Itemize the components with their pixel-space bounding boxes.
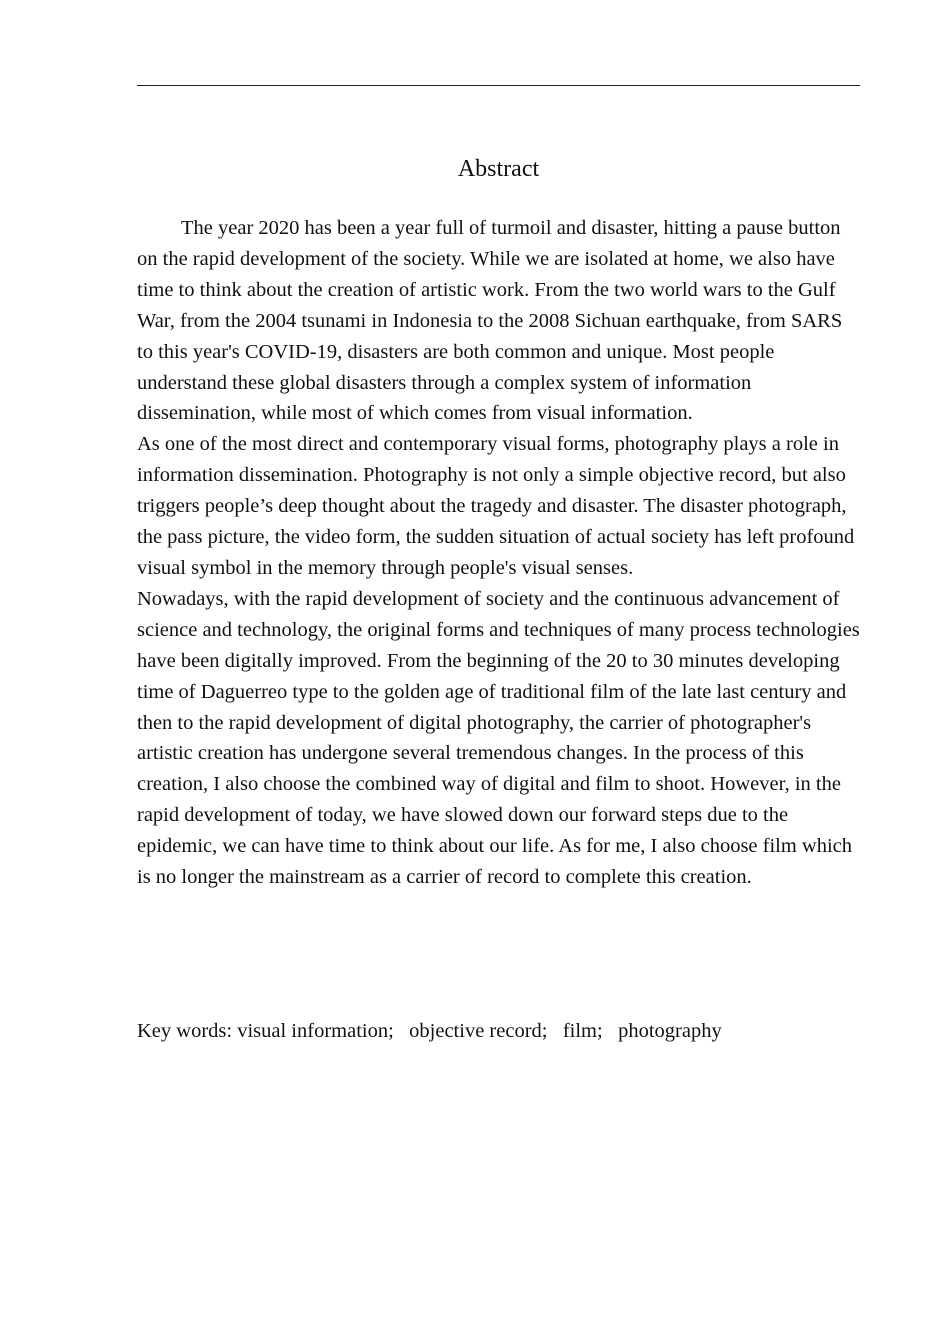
- abstract-paragraph-1: The year 2020 has been a year full of turmoil and disaster, hitting a pause button on the rapid development of the society. While we are isolated at home, we also have time to think about the creation of artistic work. From the two world wars to the Gulf War, from the 2004 tsunami in Indonesia to the 2008 Sichuan earthquake, from SARS to this year's COVID-19, disasters are both common and unique. Most people understand these global disasters through a complex system of information dissemination, while most of which comes from visual information.: [137, 217, 843, 425]
- abstract-body: [137, 213, 860, 893]
- abstract-paragraph-3: Nowadays, with the rapid development of society and the continuous advancement of science and technology, the original forms and techniques of many process technologies have been digitally improved. From the beginning of the 20 to 30 minutes developing time of Daguerreo type to the golden age of traditional film of the late last century and then to the rapid development of digital photography, the carrier of photographer's artistic creation has undergone several tremendous changes. In the process of this creation, I also choose the combined way of digital and film to shoot. However, in the rapid development of today, we have slowed down our forward steps due to the epidemic, we can have time to think about our life. As for me, I also choose film which is no longer the mainstream as a carrier of record to complete this creation.: [137, 587, 860, 889]
- abstract-title: Abstract: [457, 156, 540, 182]
- keywords-line: Key words: visual information; objective record; film; photography: [137, 1020, 722, 1042]
- header-rule: [137, 85, 860, 86]
- abstract-paragraph-2: As one of the most direct and contemporary visual forms, photography plays a role in information dissemination. Photography is not only a simple objective record, but also triggers people’s deep thought about the tragedy and disaster. The disaster photograph, the pass picture, the video form, the sudden situation of actual society has left profound visual symbol in the memory through people's visual senses.: [137, 433, 855, 579]
